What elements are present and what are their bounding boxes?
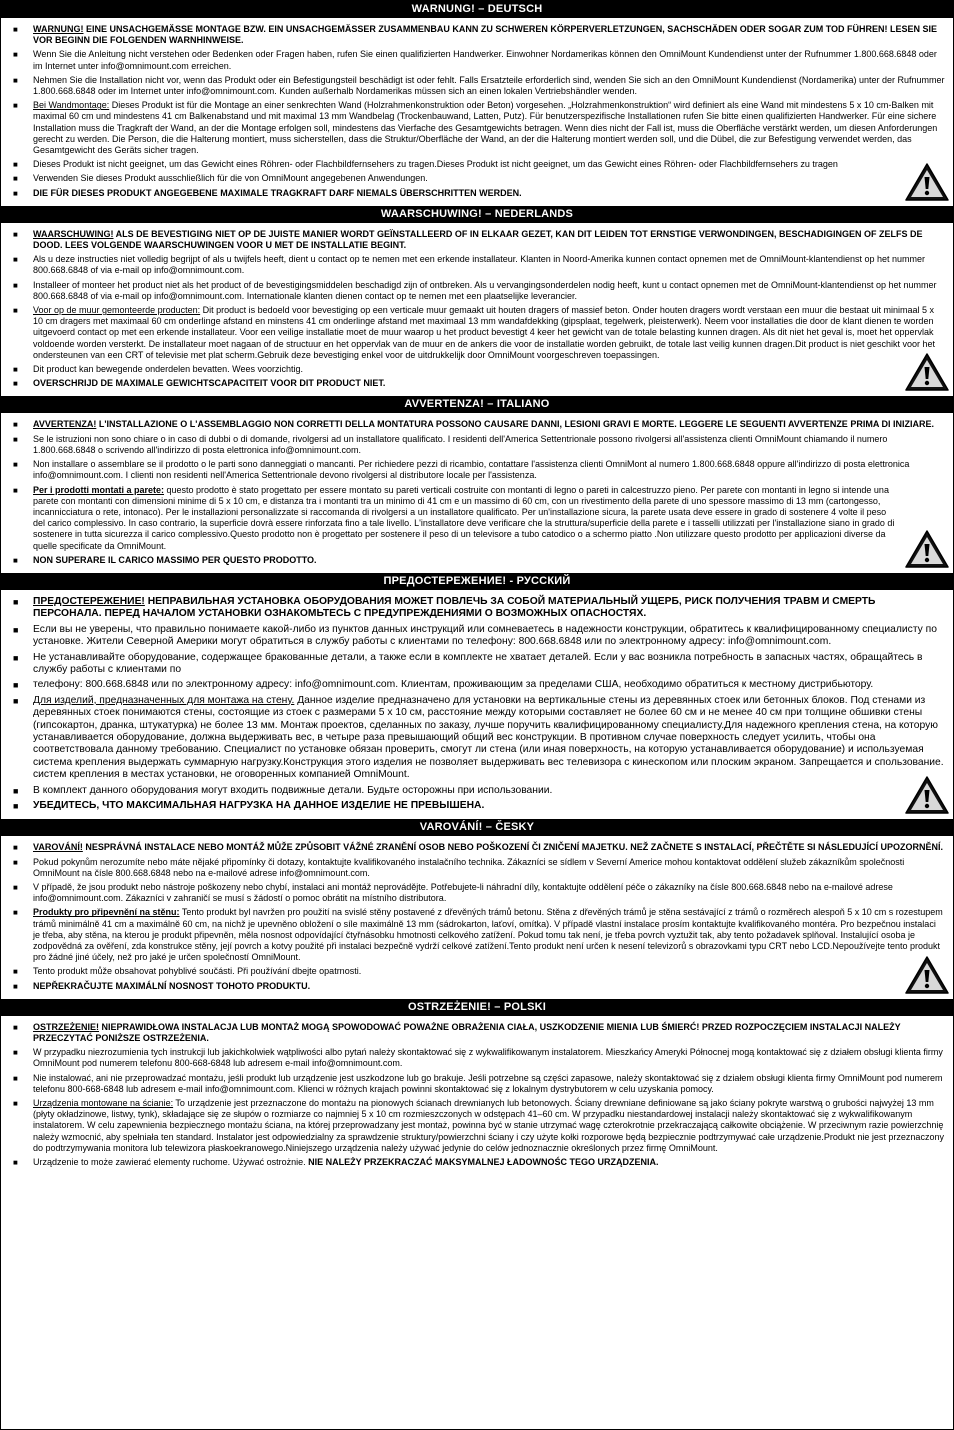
- list-item: ■ Verwenden Sie dieses Produkt ausschließlich für die von OmniMount angegebenen Anwendungen.: [13, 173, 428, 184]
- list-item: ■ Non installare o assemblare se il prodotto o le parti sono danneggiati o mancanti. Per richiedere pezzi di ricambio, contattare l'assistenza clienti OmniMont al numero 1.800.668.6848 oppure all'indirizzo di posta elettronica info@omnimount.com. I clienti non residenti nell'America Settentrionale devono rivolgersi al distributore locale per l'assistenza.: [13, 459, 910, 481]
- list-item: ■ Nehmen Sie die Installation nicht vor, wenn das Produkt oder ein Befestigungsteil beschädigt ist oder fehlt. Falls Ersatzteile erforderlich sind, wenden Sie sich an den OmniMount Kundendienst (Nordamerika) unter der Rufnummer 1.800.668.6848 oder im Internet unter info@omnimount.com. Kunden außerhalb Nordamerikas müssen sich an einen lokalen Vertriebshändler wenden.: [13, 74, 945, 97]
- warning-triangle-icon: [904, 955, 950, 995]
- section-heading: VAROVÁNÍ! – ČESKY: [1, 819, 953, 836]
- section-nederlands: [1, 206, 953, 397]
- list-item: ■ Se le istruzioni non sono chiare o in caso di dubbi o di domande, rivolgersi ad un installatore qualificato. I residenti dell'America Settentrionale possono rivolgersi all'assistenza clienti OmniMount chiamando il numero 1.800.668.6848 o scrivendo all'indirizzo di posta elettronica info@omnimount.com.: [13, 433, 888, 455]
- warning-statement: ■ ПРЕДОСТЕРЕЖЕНИЕ! НЕПРАВИЛЬНАЯ УСТАНОВКА ОБОРУДОВАНИЯ МОЖЕТ ПОВЛЕЧЬ ЗА СОБОЙ МАТЕРИАЛЬНЫЙ УЩЕРБ, РИСК ПОЛУЧЕНИЯ ТРАВМ И СМЕРТЬ ПЕРСОНАЛА. ПЕРЕД НАЧАЛОМ УСТАНОВКИ ОЗНАКОМЬТЕСЬ С ПРЕДУПРЕЖДЕНИЯМИ О ВОЗМОЖНЫХ ОПАСНОСТЯХ.: [13, 595, 876, 620]
- list-item: ■ Als u deze instructies niet volledig begrijpt of als u twijfels heeft, dient u contact op te nemen met een erkende installateur. Klanten in Noord-Amerika kunnen contact opnemen met de OmniMount-klantendienst op het nummer 800.668.6848 of via e-mail op info@omnimount.com.: [13, 254, 925, 276]
- warning-statement: ■ WARNUNG! EINE UNSACHGEMÄSSE MONTAGE BZW. EIN UNSACHGEMÄSSER ZUSAMMENBAU KANN ZU SCHWEREN KÖRPERVERLETZUNGEN, SACHSCHÄDEN ODER SOGAR ZUM TOD FÜHREN! LESEN SIE VOR BEGINN DIE FOLGENDEN WARNHINWEISE.: [13, 24, 938, 46]
- warning-statement: ■ AVVERTENZA! L'INSTALLAZIONE O L'ASSEMBLAGGIO NON CORRETTI DELLA MONTATURA POSSONO CAUSARE DANNI, LESIONI GRAVI E MORTE. LEGGERE LE SEGUENTI AVVERTENZE PRIMA DI INIZIARE.: [13, 419, 934, 430]
- list-item: ■ Не устанавливайте оборудование, содержащее бракованные детали, а также если в комплекте не хватает деталей. Если у вас возникла потребность в запасных частях, обращайтесь в службу работы с клиентами по: [13, 651, 923, 675]
- section-heading: AVVERTENZA! – ITALIANO: [1, 396, 953, 413]
- list-item: ■ NEPŘEKRAČUJTE MAXIMÁLNÍ NOSNOST TOHOTO PRODUKTU.: [13, 980, 311, 991]
- list-item: ■ DIE FÜR DIESES PRODUKT ANGEGEBENE MAXIMALE TRAGKRAFT DARF NIEMALS ÜBERSCHRITTEN WERDEN.: [13, 187, 522, 198]
- section-heading: WAARSCHUWING! – NEDERLANDS: [1, 206, 953, 223]
- list-item: ■ Dieses Produkt ist nicht geeignet, um das Gewicht eines Röhren- oder Flachbildfernsehers zu tragen.Dieses Produkt ist nicht geeignet, um das Gewicht eines Röhren- oder Flachbildfernsehers zu tragen: [13, 159, 838, 170]
- section-cesky: [1, 819, 953, 998]
- list-item: ■ Pokud pokynům nerozumíte nebo máte nějaké připomínky či dotazy, kontaktujte kvalifikovaného instalačního technika. Zákazníci se sídlem v Severní Americe mohou kontaktovat oddělení služeb zákazníkům společnosti OmniMount na čísle 800.668.6848 nebo na e-mailové adrese info@omnimount.com.: [13, 856, 905, 878]
- list-item: ■ Nie instalować, ani nie przeprowadzać montażu, jeśli produkt lub urządzenie jest uszkodzone lub go brakuje. Jeśli potrzebne są części zapasowe, należy skontaktować się z działem obsługi klienta firmy OmniMount pod numerem telefonu 800-668-6848 lub adresem e-mail info@omnimount.com. Klienci w różnych krajach powinni skontaktować się z lokalnym dystrybutorem w celu uzyskania pomocy.: [13, 1072, 943, 1094]
- section-italiano: [1, 396, 953, 572]
- list-item: ■ Для изделий, предназначенных для монтажа на стену. Данное изделие предназначено для установки на вертикальные стены из деревянных стоек или бетонных блоков. Под стенами из деревянных стоек понимаются стены, состоящие из стоек с размерами 5 x 10 см, расстояние между которыми составляет не более 60 см и не менее 40 см при толщине обшивки стены (гипсокартон, дранка, штукатурка) не более 13 мм. Монтаж проектов, сделанных по заказу, лучше поручить квалифицированному специалисту.Для надежного крепления стена, на которую устанавливается оборудование, должна выдерживать вес, в четыре раза превышающий общий вес конструкции. В противном случае поверхность следует усилить, чтобы она соответствовала данному требованию. Специалист по установке обязан проверить, смогут ли стена (или иная поверхность, на которую устанавливается оборудование) и используемая система крепления выдержать суммарную нагрузку.Конструкция этого изделия не позволяет выдерживать вес телевизора с кинескопом или плоским экраном. Запрещается и спользование. систем крепления в местах установки, не оговоренных компанией OmniMount.: [13, 694, 944, 781]
- list-item: ■ Installeer of monteer het product niet als het product of de bevestigingsmiddelen beschadigd zijn of ontbreken. Als u vervangingsonderdelen nodig heeft, kunt u contact opnemen met de OmniMount-klantendienst op het nummer 800.668.6848 of via e-mail op info@omnimount.com. Internationale klanten dienen contact op te nemen met een plaatselijke leverancier.: [13, 279, 937, 301]
- warning-statement: ■ VAROVÁNÍ! NESPRÁVNÁ INSTALACE NEBO MONTÁŽ MŮŽE ZPŮSOBIT VÁŽNÉ ZRANĚNÍ OSOB NEBO POŠKOZENÍ ČI ZNIČENÍ MAJETKU. NEŽ ZAČNETE S INSTALACÍ, PŘEČTĚTE SI NÁSLEDUJÍCÍ UPOZORNĚNÍ.: [13, 842, 944, 853]
- list-item: ■ V případě, že jsou produkt nebo nástroje poškozeny nebo chybí, instalaci ani montáž neprovádějte. Potřebujete-li náhradní díly, kontaktujte oddělení péče o zákazníky na čísle 800.668.6848 nebo na e-mailové adrese info@omnimount.com. Zákazníci v zahraničí se musí s žádostí o pomoc obrátit na místního distributora.: [13, 882, 893, 904]
- list-item: ■ В комплект данного оборудования могут входить подвижные детали. Будьте осторожны при использовании.: [13, 784, 553, 796]
- list-item: ■ Bei Wandmontage: Dieses Produkt ist für die Montage an einer senkrechten Wand (Holzrahmenkonstruktion oder Beton) vorgesehen. „Holzrahmenkonstruktion“ wird definiert als eine Wand mit mindestens 5 x 10 cm-Balken mit maximal 60 cm und mindestens 41 cm Balkenabstand und mit maximal 13 mm Wandbelag (Trockenbauwand, Latten, Putz). Für benutzerspezifische Installationen rufen Sie bitte einen qualifizierten Handwerker. Für eine sichere Installation muss die Tragkraft der Wand, an der die Montage erfolgen soll, mindestens das Vierfache des Gesamtgewichts betragen. Wenn dies nicht der Fall ist, muss die Oberfläche verstärkt werden, um diesen Anforderungen gerecht zu werden. Die Person, die die Halterung montiert, muss sicherstellen, dass die Struktur/Oberfläche der Wand, an der die Halterung montiert werden soll, und die Dübel, die zur Befestigung verwendet werden, das Gesamtgewicht des Geräts sicher tragen.: [13, 100, 938, 156]
- list-item: ■ УБЕДИТЕСЬ, ЧТО МАКСИМАЛЬНАЯ НАГРУЗКА НА ДАННОЕ ИЗДЕЛИЕ НЕ ПРЕВЫШЕНА.: [13, 800, 485, 812]
- section-heading: ПРЕДОСТЕРЕЖЕНИЕ! - РУССКИЙ: [1, 573, 953, 590]
- list-item: ■ Produkty pro připevnění na stěnu: Tento produkt byl navržen pro použití na svislé stěny postavené z dřevěných trámů betonu. Stěna z dřevěných trámů je stěna sestávající z trámů o rozměrech alespoň 5 x 10 cm s rozestupem trámů minimálně 41 cm a maximálně 60 cm, na nichž je upevněno obložení o síle maximálně 13 mm (sádrokarton, laťoví, omítka). V případě vlastní instalace prosím kontaktujte kvalifikovaného montéra. Pro bezpečnou instalaci je třeba, aby stěna, na kterou je produkt připevněn, měla nosnost odpovídající čtyřnásobku hmotnosti celkového zatížení. Pokud tomu tak není, je třeba povrch vyztužit tak, aby tento požadavek splňoval. Instalující osoba je zodpovědná za ověření, zda konstrukce stěny, její povrch a kotvy použité při instalaci bezpečně vydrží celkové zatížení.Tento produkt není určen k nesení televizorů s obrazovkami typu CRT nebo LCD.Nepoužívejte tento produkt pro žádné jiné účely, než pro jaké je určen společností OmniMount.: [13, 907, 943, 963]
- warning-triangle-icon: [904, 529, 950, 569]
- warning-triangle-icon: [904, 775, 950, 815]
- list-item: ■ NON SUPERARE IL CARICO MASSIMO PER QUESTO PRODOTTO.: [13, 554, 317, 565]
- list-item: ■ Per i prodotti montati a parete: questo prodotto è stato progettato per essere montato su pareti verticali costruite con montanti di legno o pareti in calcestruzzo pieno. Per parete con montanti in legno si intende una parete con montanti con dimensioni minime di 5 x 10 cm, e distanza tra i montanti tra un minimo di 41 cm e un massimo di 60 cm, con un rivestimento della parete di uno spessore massimo di 13 mm (cartongesso, incannicciatura o rete, intonaco). Per le installazioni personalizzate si raccomanda di rivolgersi a un installatore qualificato. Per un'installazione sicura, la parete usata deve essere in grado di sostenere 4 volte il peso del carico complessivo. In caso contrario, la superficie dovrà essere rinforzata fino a tale livello. L'installatore deve verificare che la struttura/superficie della parete e i tasselli utilizzati per l'installazione siano in grado di sostenere in tutta sicurezza il carico complessivo.Questo prodotto non è progettato per sostenere il peso di un televisore a tubo catodico o a schermo piatto .Non utilizzare questo prodotto per applicazioni diverse da quelle specificate da OmniMount.: [13, 484, 895, 551]
- warning-statement: ■ OSTRZEŻENIE! NIEPRAWIDŁOWA INSTALACJA LUB MONTAŻ MOGĄ SPOWODOWAĆ POWAŻNE OBRAŻENIA CIAŁA, USZKODZENIE MIENIA LUB ŚMIERĆ! PRZED ROZPOCZĘCIEM INSTALACJI NALEŻY PRZECZYTAĆ PONIŻSZE OSTRZEŻENIA.: [13, 1021, 901, 1044]
- warning-statement: ■ WAARSCHUWING! ALS DE BEVESTIGING NIET OP DE JUISTE MANIER WORDT GEÏNSTALLEERD OF IN ELKAAR GEZET, KAN DIT LEIDEN TOT ERNSTIGE VERWONDINGEN, BESCHADIGINGEN OF ZELFS DE DOOD. LEES VOLGENDE WAARSCHUWINGEN VOOR U MET DE INSTALLATIE BEGINT.: [13, 228, 923, 251]
- list-item: ■ Wenn Sie die Anleitung nicht verstehen oder Bedenken oder Fragen haben, rufen Sie einen qualifizierten Handwerker. Einwohner Nordamerikas können den OmniMount Kundendienst unter der Rufnummer 1.800.668.6848 oder im Internet unter info@omnimount.com erreichen.: [13, 49, 937, 71]
- section-polski: [1, 999, 953, 1175]
- list-item: ■ телефону: 800.668.6848 или по электронному адресу: info@omnimount.com. Клиентам, проживающим за пределами США, необходимо обратиться к местному дистрибьютору.: [13, 679, 874, 691]
- list-item: ■ Urządzenie to może zawierać elementy ruchome. Używać ostrożnie. NIE NALEŻY PRZEKRACZAĆ MAKSYMALNEJ ŁADOWNOŚC TEGO URZĄDZENIA.: [13, 1157, 659, 1168]
- list-item: ■ Dit product kan bewegende onderdelen bevatten. Wees voorzichtig.: [13, 364, 304, 375]
- list-item: ■ Tento produkt může obsahovat pohyblivé součásti. Při používání dbejte opatrnosti.: [13, 966, 362, 977]
- list-item: ■ Если вы не уверены, что правильно понимаете какой-либо из пунктов данных инструкций или сомневаетесь в надежности конструкции, обратитесь к квалифицированному специалисту по установке. Жители Северной Америки могут обратиться в службу работы с клиентами по телефону: 800.668.6848 или по электронному адресу: info@omnimount.com.: [13, 623, 937, 648]
- list-item: ■ W przypadku niezrozumienia tych instrukcji lub jakichkolwiek wątpliwości albo pytań należy skontaktować się z wykwalifikowanym instalatorem. Mieszkańcy Ameryki Północnej mogą kontaktować się z działem obsługi klienta firmy OmniMount pod numerem telefonu 800-668-6848 lub adresem e-mail info@omnimount.com.: [13, 1047, 943, 1069]
- section-russian: [1, 573, 953, 820]
- warning-triangle-icon: [904, 162, 950, 202]
- section-heading: OSTRZEŻENIE! – POLSKI: [1, 999, 953, 1016]
- list-item: ■ OVERSCHRIJD DE MAXIMALE GEWICHTSCAPACITEIT VOOR DIT PRODUCT NIET.: [13, 378, 386, 389]
- section-heading: WARNUNG! – DEUTSCH: [1, 1, 953, 18]
- list-item: ■ Voor op de muur gemonteerde producten: Dit product is bedoeld voor bevestiging op een verticale muur gemaakt uit houten dragers of massief beton. Onder houten dragers wordt verstaan een muur die bestaat uit minimaal 5 x 10 cm dragers met maximaal 60 cm onderlinge afstand en minstens 41 cm onderlinge afstand met maximaal 13 mm wandafdekking (gipsplaat, tegelwerk, pleisterwerk). Neem voor installaties die door de klant dienen te worden uitgevoerd contact op met een erkende installateur. Voor een veilige installatie moet de muur waarop u het product bevestigt 4 keer het gewicht van de totale belasting kunnen dragen. Als dit niet het geval is, moet het oppervlak voldoende worden versterkt. De installateur moet nagaan of de structuur en het oppervlak van de muur en de ankers die voor de installatie worden gebruikt, de totale last veilig kunnen dragen.Dit product is niet geschikt voor het ondersteunen van een CRT of televisie met plat scherm.Gebruik deze bevestiging enkel voor de uitdrukkelijk door OmniMount voorgeschreven toepassingen.: [13, 305, 936, 360]
- section-deutsch: [1, 1, 953, 206]
- list-item: ■ Urządzenia montowane na ścianie: To urządzenie jest przeznaczone do montażu na pionowych ścianach drewnianych lub betonowych. Ściany drewniane definiowane są jako ściany pokryte warstwą o grubości najwyżej 13 mm (płyty okładzinowe, listwy, tynk), składające się ze słupów o rozmiarze co najmniej 5 x 10 cm rozmieszczonych w odstępach 41–60 cm. W przypadku niestandardowej instalacji należy skontaktować się z wykwalifikowanym instalatorem. W celu zapewnienia bezpiecznego montażu ściana, na której przeprowadzany jest montaż, powinna być w stanie utrzymać wagę czterokrotnie przekraczającą całkowite obciążenie. W przeciwnym razie powierzchnię należy wzmocnić, aby spełniała ten standard. Instalator jest odpowiedzialny za sprawdzenie struktury/powierzchni ściany i czy użyte kołki rozporowe będą bezpiecznie podtrzymywać całe urządzenie.Produkt nie jest przeznaczony do podtrzymywania monitora lub telewizora płaskoekranowego.Niniejszego urządzenia należy używać jedynie do celów jednoznacznie określonych przez firmę OmniMount.: [13, 1098, 944, 1153]
- warning-triangle-icon: [904, 352, 950, 392]
